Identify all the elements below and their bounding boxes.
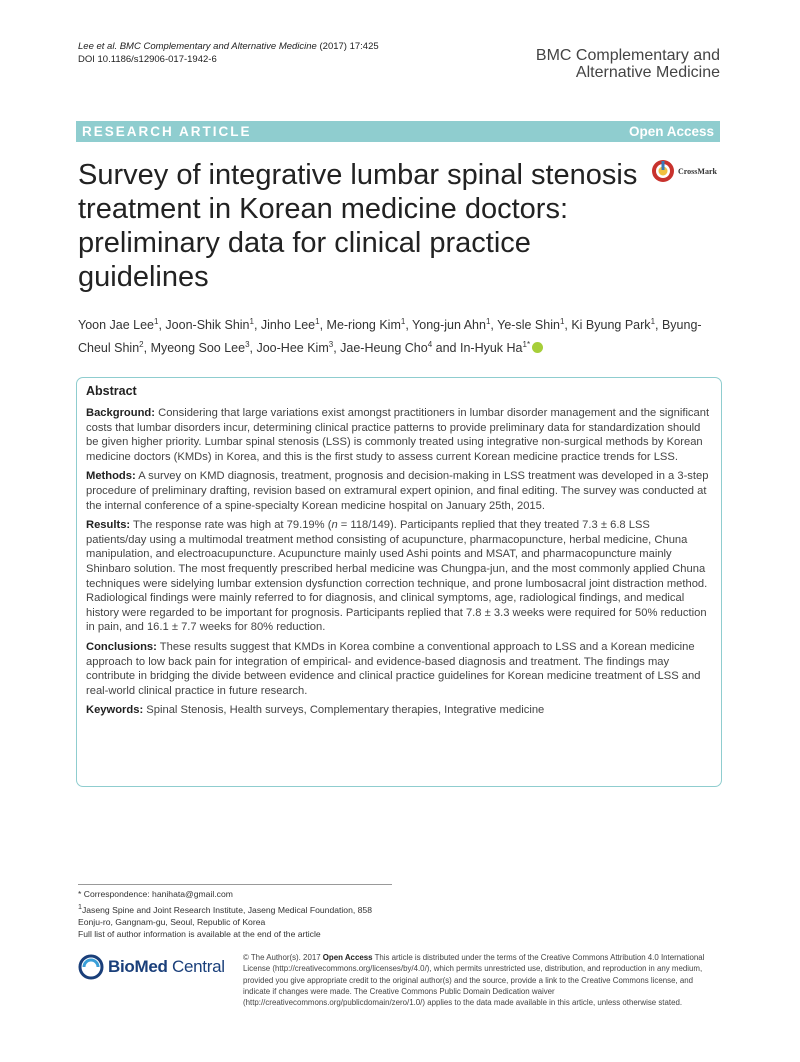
- crossmark-badge[interactable]: [651, 151, 721, 191]
- citation-header: [78, 40, 379, 66]
- footnote-divider: [78, 884, 392, 885]
- citation-journal: Lee et al. BMC Complementary and Alternative Medicine: [78, 41, 317, 52]
- author[interactable]: Myeong Soo Lee$^3$: [150, 340, 250, 356]
- abstract-methods: Methods: A survey on KMD diagnosis, treatment, prognosis and decision-making in LSS treatment was developed in a 3-step procedure of preliminary drafting, revision based on extramural expert opinion, and final editing. The survey was conducted at the internal conference of a spine-specialty Korean medicine hospital on January 25th, 2015.: [86, 470, 709, 512]
- author-info-note: Full list of author information is available at the end of the article: [78, 929, 321, 940]
- article-type-label: RESEARCH ARTICLE: [82, 124, 252, 139]
- abstract-background: Background: Considering that large variations exist amongst practitioners in lumbar disorder management and the significant costs that lumbar disorders incur, determining clinical practice patterns to provide preliminary data for standardization should be given higher priority. Lumbar spinal stenosis (LSS) is commonly treated using integrative non-surgical methods by Korean medicine doctors (KMDs) in Korea, and this is the first study to assess current Korean medicine practice trends for LSS.: [86, 407, 710, 463]
- biomed-central-logo[interactable]: [78, 954, 228, 980]
- crossmark-label: CrossMark: [678, 166, 717, 176]
- journal-name-line2: Alternative Medicine: [575, 64, 720, 81]
- article-type-banner: [76, 121, 720, 142]
- author-list: Yoon Jae Lee$^1$, Joon-Shik Shin$^1$, Jinho Lee$^1$, Me-riong Kim$^1$, Yong-jun Ahn$^1$, Ye-sle Shin$^1$, Ki Byung Park$^1$, Byung-Cheul Shin$^2$, Myeong Soo Lee$^3$, Joo-Hee Kim$^3$, Jae-Heung Cho$^4$ and In-Hyuk $Ha^{1*}$: [78, 317, 702, 356]
- footnotes: [78, 888, 398, 941]
- affiliation: $^1$Jaseng Spine and Joint Research Institute, Jaseng Medical Foundation, 858 Eonju-ro, Gangnam-gu, Seoul, Republic of Korea: [78, 902, 372, 927]
- biomed-central-wordmark: BioMed Central: [108, 957, 225, 976]
- abstract-conclusions: Conclusions: These results suggest that KMDs in Korea combine a conventional approach to LSS and a Korean medicine approach to low back pain for integration of empirical- and evidence-based diagnosis and treatment. The findings may contribute in bridging the divide between evidence and clinical practice guidelines for Korean medicine treatment of LSS and real-world clinical practice in future research.: [86, 640, 701, 697]
- author[interactable]: Byung-Cheul Shin$^2$: [78, 318, 702, 356]
- abstract-keywords: Keywords: Spinal Stenosis, Health surveys, Complementary therapies, Integrative medicine: [86, 704, 545, 717]
- article-title: Survey of integrative lumbar spinal stenosis treatment in Korean medicine doctors: preliminary data for clinical practice guidelines: [78, 159, 638, 293]
- abstract-box: [76, 377, 722, 787]
- author[interactable]: Yoon Jae Lee$^1$: [78, 317, 159, 333]
- orcid-icon[interactable]: [532, 342, 543, 353]
- author[interactable]: Joon-Shik Shin$^1$: [165, 317, 254, 333]
- citation-doi[interactable]: DOI 10.1186/s12906-017-1942-6: [78, 54, 217, 65]
- authors-and: and: [435, 341, 457, 356]
- abstract-heading: Abstract: [86, 384, 137, 398]
- author[interactable]: Yong-jun Ahn$^1$: [412, 317, 491, 333]
- author[interactable]: Ye-sle Shin$^1$: [497, 317, 565, 333]
- journal-name-line1: BMC Complementary and: [535, 47, 720, 64]
- crossmark-icon: [651, 159, 675, 183]
- author[interactable]: Joo-Hee Kim$^3$: [256, 340, 334, 356]
- license-statement: © The Author(s). 2017 Open Access This article is distributed under the terms of the Creative Commons Attribution 4.0 International License (http://creativecommons.org/licenses/by/4.0/), which permits unrestricted use, distribution, and reproduction in any medium, provided you give appropriate credit to the original author(s) and the source, provide a link to the Creative Commons license, and indicate if changes were made. The Creative Commons Public Domain Dedication waiver (http://creativecommons.org/publicdomain/zero/1.0/) applies to the data made available in this article, unless otherwise stated.: [243, 953, 705, 1008]
- open-access-label: Open Access: [628, 124, 714, 139]
- author[interactable]: In-Hyuk $Ha^{1*}$: [459, 340, 531, 356]
- correspondence[interactable]: * Correspondence: hanihata@gmail.com: [78, 889, 233, 899]
- citation-volume: (2017) 17:425: [316, 41, 379, 52]
- journal-name: [536, 47, 720, 81]
- author[interactable]: Jinho Lee$^1$: [260, 317, 320, 333]
- author[interactable]: Me-riong Kim$^1$: [326, 317, 406, 333]
- abstract-results: Results: The response rate was high at 79.19% (n = 118/149). Participants replied that they treated 7.3 ± 6.8 LSS patients/day using a multimodal treatment method consisting of acupuncture, pharmacopuncture, herbal medicine, Chuna manipulation, and electroacupuncture. Acupuncture mainly used Ashi points and MSAT, and pharmacopuncture mainly Shinbaro solution. The most frequently prescribed herbal medicine was Chungpa-jun, and the most commonly applied Chuna techniques were sidelying lumbar extension dysfunction correction technique, and prone lumbosacral joint distraction method. Radiological findings were mainly referred to for diagnosis, and clinical symptoms, age, radiological findings, and medical history were regarded to be important for prognosis. Participants replied that 7.8 ± 3.3 weeks were required for 50% reduction in pain, and 16.1 ± 7.7 weeks for 80% reduction.: [86, 519, 708, 634]
- author[interactable]: Ki Byung Park$^1$: [571, 317, 656, 333]
- biomed-central-swirl-icon: [78, 954, 104, 980]
- author[interactable]: Jae-Heung Cho$^4$: [340, 340, 433, 356]
